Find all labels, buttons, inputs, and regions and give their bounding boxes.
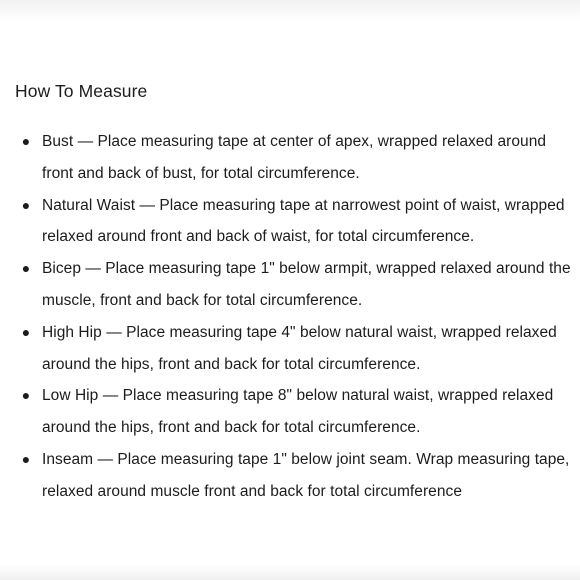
list-item-low-hip xyxy=(0,380,580,444)
bullet-icon: ● xyxy=(21,387,31,404)
list-item-text: Bicep — Place measuring tape 1" below armpit, wrapped relaxed around the muscle, front and back for total circumference. xyxy=(42,260,571,309)
list-item-bicep xyxy=(0,253,580,317)
top-edge-shadow xyxy=(0,0,580,22)
bullet-icon: ● xyxy=(21,133,31,149)
list-item-text: Bust — Place measuring tape at center of apex, wrapped relaxed around front and back of bust, for total circumference. xyxy=(42,133,547,182)
bullet-icon: ● xyxy=(21,196,31,213)
section-heading: How To Measure xyxy=(15,81,148,101)
list-item-natural-waist xyxy=(0,190,580,254)
bottom-edge-shadow xyxy=(0,564,580,580)
list-item-text: Low Hip — Place measuring tape 8" below natural waist, wrapped relaxed around the hips, front and back for total circumference. xyxy=(42,387,554,437)
list-item-inseam xyxy=(0,444,580,508)
bullet-icon: ● xyxy=(21,450,31,467)
measurement-instructions-list xyxy=(0,126,580,508)
list-item-text: High Hip — Place measuring tape 4" below natural waist, wrapped relaxed around the hips, front and back for total circumference. xyxy=(42,323,557,373)
bullet-icon: ● xyxy=(21,323,31,340)
list-item-bust xyxy=(0,126,580,190)
bullet-icon: ● xyxy=(21,260,31,277)
list-item-text: Natural Waist — Place measuring tape at narrowest point of waist, wrapped relaxed around front and back of waist, for total circumference. xyxy=(42,196,565,246)
list-item-text: Inseam — Place measuring tape 1" below joint seam. Wrap measuring tape, relaxed around muscle front and back for total circumference xyxy=(42,450,570,500)
list-item-high-hip xyxy=(0,317,580,381)
